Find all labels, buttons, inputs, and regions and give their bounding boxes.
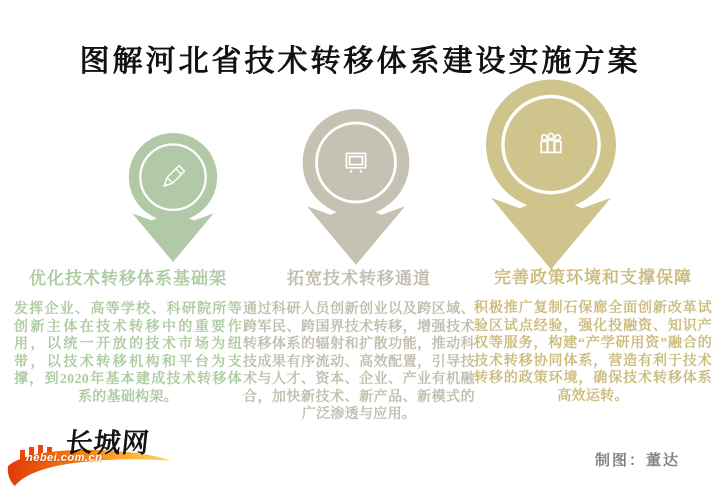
section-body: 积极推广复制石保廊全面创新改革试验区试点经验，强化投融资、知识产权等服务，构建“产学研用资”融合的技术转移协同体系，营造有利于技术转移的政策环境，确保技术转移体系高效运转。 bbox=[474, 301, 712, 404]
credit-text: 制图：董达 bbox=[594, 453, 680, 469]
section-policy bbox=[474, 263, 712, 405]
section-heading: 拓宽技术转移通道 bbox=[287, 269, 431, 288]
section-optimize bbox=[14, 264, 242, 406]
pin-circle bbox=[129, 133, 217, 221]
section-body: 通过科研人员创新创业以及跨区域、跨军民、跨国界技术转移，增强技术转移体系的辐射和扩散功能，推动科技成果有序流动、高效配置，引导技术与人才、资本、企业、产业有机融合，加快新技术、新产品、新模式的广泛渗透与应用。 bbox=[243, 302, 475, 422]
changcheng-logo[interactable] bbox=[4, 417, 186, 491]
pin-circle bbox=[486, 80, 616, 210]
section-heading: 完善政策环境和支撑保障 bbox=[494, 268, 692, 287]
logo-site-url: hebei.com.cn bbox=[26, 452, 103, 464]
section-broaden bbox=[243, 264, 475, 424]
page-title: 图解河北省技术转移体系建设实施方案 bbox=[79, 45, 641, 78]
logo-site-name: 长城网 bbox=[64, 428, 152, 458]
section-body: 发挥企业、高等学校、科研院所等创新主体在技术转移中的重要作用，以统一开放的技术市场为纽带，以技术转移机构和平台为支撑，到2020年基本建成技术转移体系的基础构架。 bbox=[14, 302, 242, 405]
pin-optimize bbox=[120, 131, 226, 264]
section-heading: 优化技术转移体系基础架 bbox=[29, 269, 227, 288]
pin-broaden bbox=[292, 107, 420, 267]
pin-circle bbox=[303, 109, 410, 216]
pin-policy bbox=[473, 77, 629, 272]
